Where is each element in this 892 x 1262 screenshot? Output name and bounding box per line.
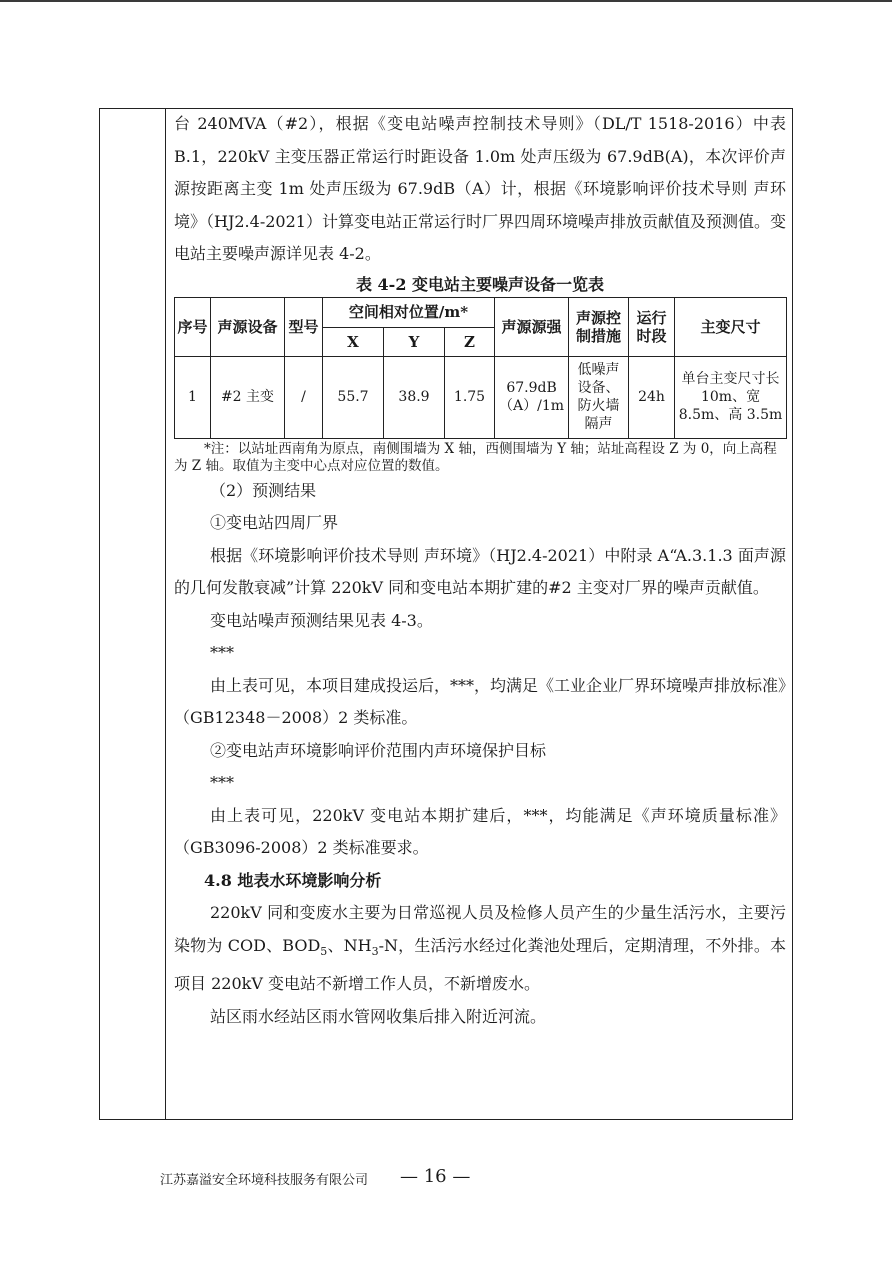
page-footer: [160, 1166, 760, 1190]
cell-z: 1.75: [445, 356, 495, 438]
wastewater-text-b: 、NH: [327, 935, 372, 955]
header-x: X: [323, 327, 384, 356]
paragraph-method: 根据《环境影响评价技术导则 声环境》（HJ2.4-2021）中附录 A“A.3.1.3 面声源的几何发散衰减”计算 220kV 同和变电站本期扩建的#2 主变对厂界的噪声贡献值。: [174, 545, 786, 597]
subheading-protection-targets: ②变电站声环境影响评价范围内声环境保护目标: [210, 740, 547, 760]
header-source: 声源设备: [211, 297, 285, 356]
cell-y: 38.9: [384, 356, 445, 438]
paragraph-table-ref: 变电站噪声预测结果见表 4-3。: [210, 610, 433, 630]
frame-column-divider: [165, 109, 166, 1119]
cell-x: 55.7: [323, 356, 384, 438]
header-model: 型号: [285, 297, 323, 356]
subscript-bod: 5: [320, 944, 328, 958]
company-name: 江苏嘉溢安全环境科技服务有限公司: [160, 1173, 369, 1188]
content-area: [174, 108, 786, 1033]
section-heading: 4.8 地表水环境影响分析: [204, 870, 382, 890]
header-strength: 声源源强: [495, 297, 569, 356]
placeholder-stars-1: ***: [210, 643, 234, 662]
header-seq: 序号: [175, 297, 211, 356]
result-heading: （2）预测结果: [210, 480, 317, 500]
header-control: 声源控制措施: [569, 297, 629, 356]
cell-strength: 67.9dB（A）/1m: [495, 356, 569, 438]
paragraph-target-result: 由上表可见，220kV 变电站本期扩建后，***，均能满足《声环境质量标准》（GB3096-2008）2 类标准要求。: [174, 805, 786, 857]
wastewater-text-c: -N，生活污水经过化粪池处理后，定期清理，不外排。本项目 220kV 变电站不新增工作人员，不新增废水。: [174, 935, 786, 994]
cell-model: /: [285, 356, 323, 438]
noise-source-table: [174, 297, 787, 439]
header-position: 空间相对位置/m*: [323, 297, 495, 327]
table-note: *注：以站址西南角为原点，南侧围墙为 X 轴，西侧围墙为 Y 轴；站址高程设 Z 为 0，向上高程为 Z 轴。取值为主变中心点对应位置的数值。: [174, 440, 777, 474]
header-y: Y: [384, 327, 445, 356]
paragraph-wastewater: [174, 897, 786, 1001]
top-rule: [0, 0, 892, 2]
wastewater-text-a: 220kV 同和变废水主要为日常巡视人员及检修人员产生的少量生活污水，主要污染物为 COD、BOD: [174, 903, 786, 955]
table-caption: 表 4-2 变电站主要噪声设备一览表: [355, 274, 605, 294]
header-period: 运行时段: [629, 297, 675, 356]
paragraph-rainwater: 站区雨水经站区雨水管网收集后排入附近河流。: [210, 1006, 547, 1026]
placeholder-stars-2: ***: [210, 773, 234, 792]
page-number: — 16 —: [400, 1166, 471, 1187]
cell-period: 24h: [629, 356, 675, 438]
table-row: [175, 356, 787, 438]
paragraph-intro: 台 240MVA（#2），根据《变电站噪声控制技术导则》（DL/T 1518-2016）中表 B.1，220kV 主变压器正常运行时距设备 1.0m 处声压级为 67.9dB(A)，本次评价声源按距离主变 1m 处声压级为 67.9dB（A）计，根据《环境影响评价技术导则 声环境》（HJ2.4-2021）计算变电站正常运行时厂界四周环境噪声排放贡献值及预测值。变电站主要噪声源详见表 4-2。: [174, 114, 786, 263]
paragraph-boundary-result: 由上表可见，本项目建成投运后，***，均满足《工业企业厂界环境噪声排放标准》（GB12348－2008）2 类标准。: [174, 675, 787, 727]
subscript-nh: 3: [371, 944, 379, 958]
cell-source: #2 主变: [211, 356, 285, 438]
header-size: 主变尺寸: [675, 297, 787, 356]
cell-control: 低噪声设备、防火墙隔声: [569, 356, 629, 438]
subheading-boundary: ①变电站四周厂界: [210, 513, 339, 532]
header-z: Z: [445, 327, 495, 356]
cell-seq: 1: [175, 356, 211, 438]
cell-size: 单台主变尺寸长 10m、宽 8.5m、高 3.5m: [675, 356, 787, 438]
